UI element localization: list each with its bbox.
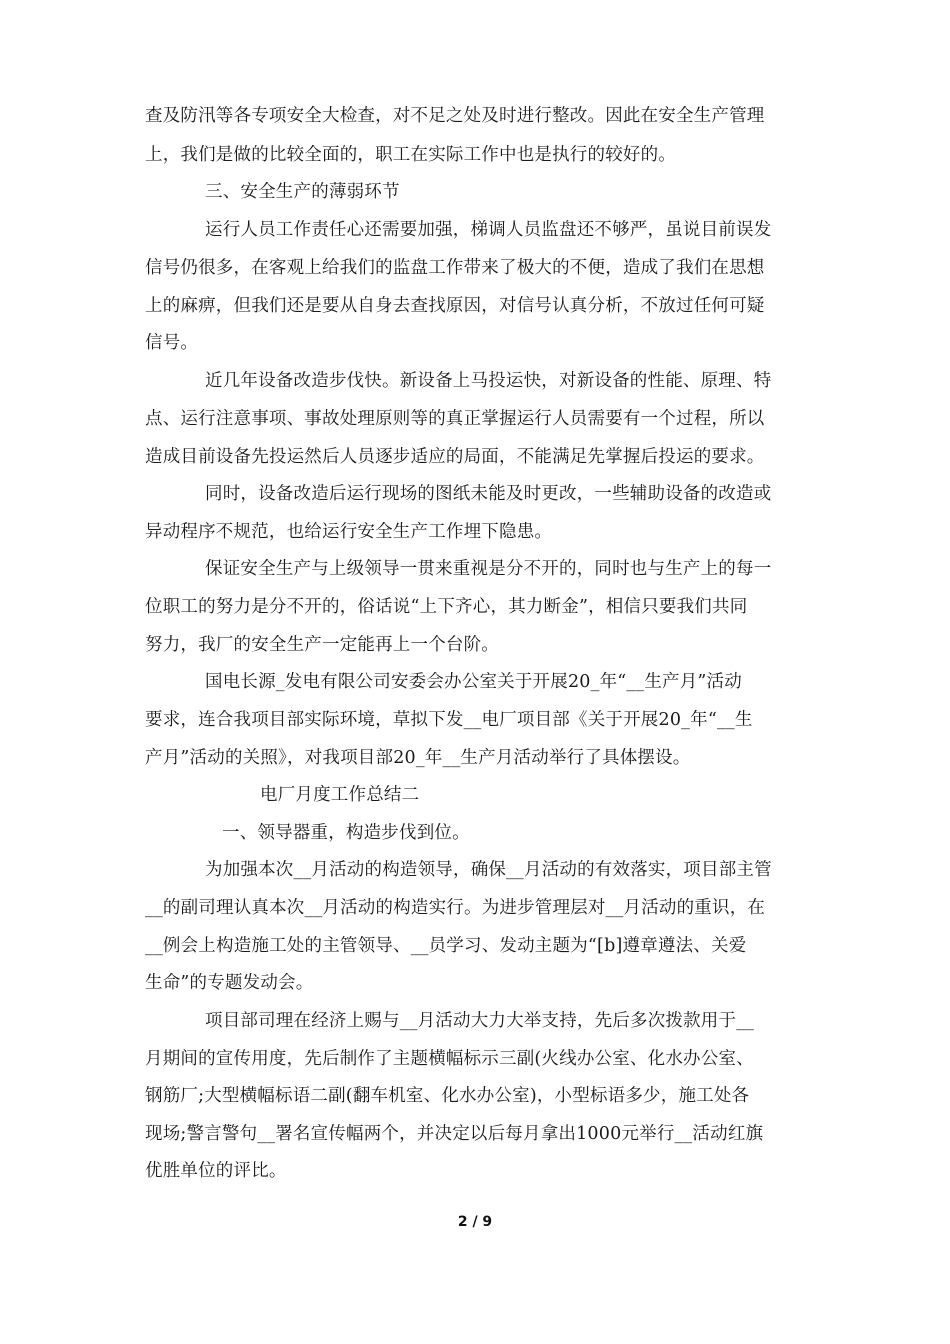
text-line: 现场;警言警句__署名宣传幅两个，并决定以后每月拿出1000元举行__活动红旗 xyxy=(145,1124,764,1144)
text-line: 上，我们是做的比较全面的，职工在实际工作中也是执行的较好的。 xyxy=(145,145,676,165)
section-title: 电厂月度工作总结二 xyxy=(260,785,420,805)
text-line: __例会上构造施工处的主管领导、__员学习、发动主题为“[b]遵章遵法、关爱 xyxy=(145,936,747,956)
text-line: 努力，我厂的安全生产一定能再上一个台阶。 xyxy=(145,635,499,655)
text-line: 钢筋厂;大型横幅标语二副(翻车机室、化水办公室)，小型标语多少，施工处各 xyxy=(145,1086,750,1106)
text-line: 近几年设备改造步伐快。新设备上马投运快，对新设备的性能、原理、特 xyxy=(205,371,772,391)
text-line: __的副司理认真本次__月活动的构造实行。为进步管理层对__月活动的重识，在 xyxy=(145,898,766,918)
text-line: 造成目前设备先投运然后人员逐步适应的局面，不能满足先掌握后投运的要求。 xyxy=(145,447,765,467)
section-heading: 三、安全生产的薄弱环节 xyxy=(205,182,400,202)
text-line: 保证安全生产与上级领导一贯来重视是分不开的，同时也与生产上的每一 xyxy=(205,559,772,579)
text-line: 同时，设备改造后运行现场的图纸未能及时更改，一些辅助设备的改造或 xyxy=(205,484,772,504)
section-heading: 一、领导器重，构造步伐到位。 xyxy=(222,823,470,843)
page-number: 2 / 9 xyxy=(457,1214,493,1230)
text-line: 查及防汛等各专项安全大检查，对不足之处及时进行整改。因此在安全生产管理 xyxy=(145,106,765,126)
text-line: 生命”的专题发动会。 xyxy=(145,973,314,993)
text-line: 月期间的宣传用度，先后制作了主题横幅标示三副(火线办公室、化水办公室、 xyxy=(145,1049,754,1069)
text-line: 运行人员工作责任心还需要加强，梯调人员监盘还不够严，虽说目前误发 xyxy=(205,220,772,240)
text-line: 位职工的努力是分不开的，俗话说“上下齐心，其力断金”，相信只要我们共同 xyxy=(145,597,748,617)
text-line: 要求，连合我项目部实际环境，草拟下发__电厂项目部《关于开展20_年“__生 xyxy=(145,710,753,730)
text-line: 信号仍很多，在客观上给我们的监盘工作带来了极大的不便，造成了我们在思想 xyxy=(145,258,765,278)
text-line: 国电长源_发电有限公司安委会办公室关于开展20_年“__生产月”活动 xyxy=(205,672,742,692)
text-line: 为加强本次__月活动的构造领导，确保__月活动的有效落实，项目部主管 xyxy=(205,860,772,880)
text-line: 信号。 xyxy=(145,333,199,353)
text-line: 异动程序不规范，也给运行安全生产工作埋下隐患。 xyxy=(145,522,553,542)
text-line: 点、运行注意事项、事故处理原则等的真正掌握运行人员需要有一个过程，所以 xyxy=(145,409,765,429)
text-line: 上的麻痹，但我们还是要从自身去查找原因，对信号认真分析，不放过任何可疑 xyxy=(145,296,765,316)
text-line: 优胜单位的评比。 xyxy=(145,1161,287,1181)
text-line: 产月”活动的关照》，对我项目部20_年__生产月活动举行了具体摆设。 xyxy=(145,748,691,768)
text-line: 项目部司理在经济上赐与__月活动大力大举支持，先后多次拨款用于__ xyxy=(205,1011,755,1031)
